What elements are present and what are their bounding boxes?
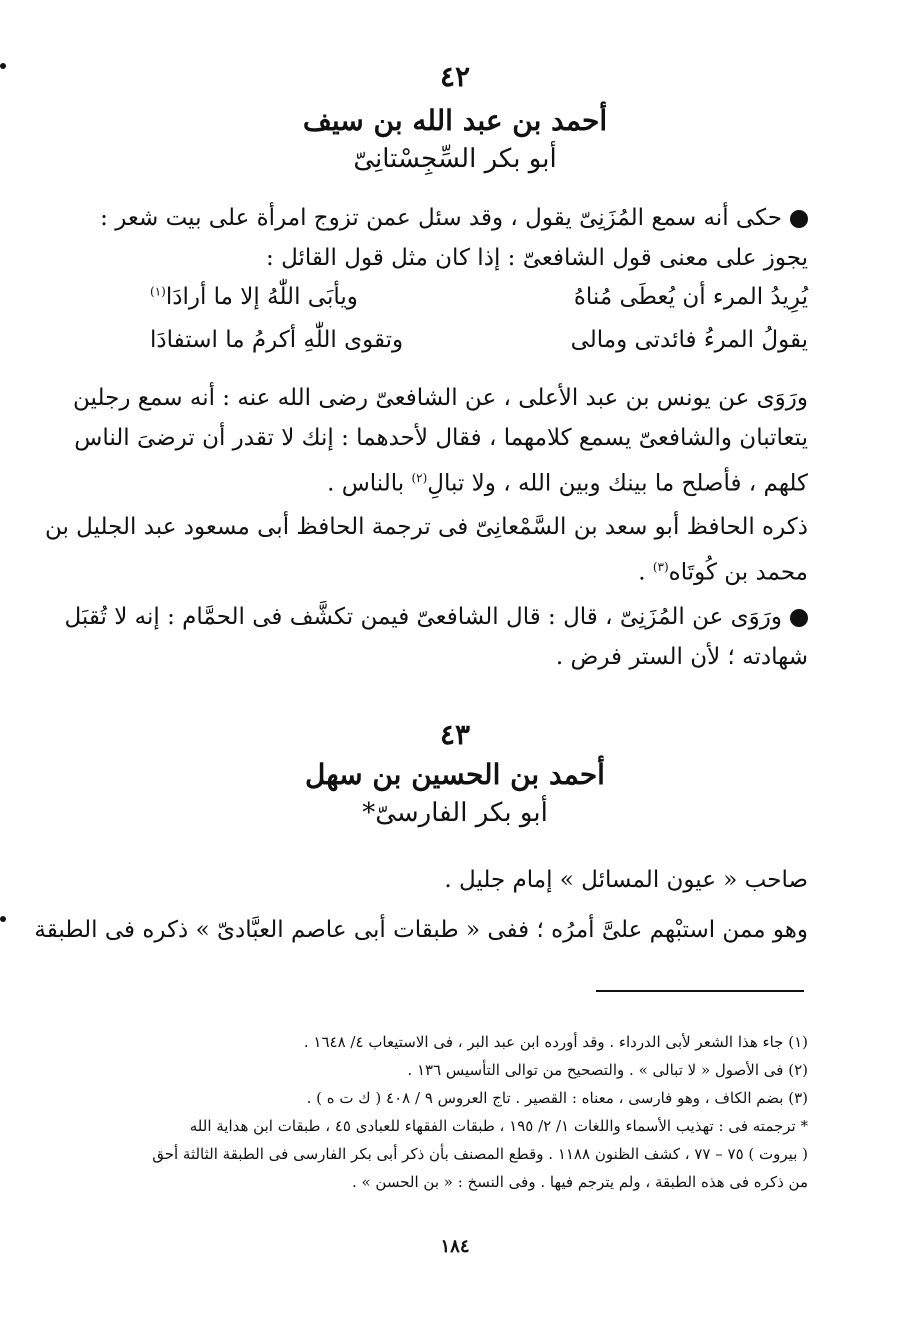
paragraph-line: يتعاتبان والشافعىّ يسمع كلامهما ، فقال لأحدهما : إنك لا تقدر أن ترضىَ الناس <box>74 425 808 451</box>
footnote: (١) جاء هذا الشعر لأبى الدرداء . وقد أورده ابن عبد البر ، فى الاستيعاب ٤/ ١٦٤٨ . <box>303 1033 808 1051</box>
paragraph <box>44 507 808 593</box>
paragraph-line-end: بالناس . <box>327 470 412 497</box>
entry-kunya: أبو بكر السِّجِسْتانِىّ <box>353 144 557 174</box>
paragraph <box>86 198 808 278</box>
paragraph-line: وهو ممن استبْهم علىَّ أمرُه ؛ ففى « طبقات أبى عاصم العبَّادىّ » ذكره فى الطبقة <box>34 917 808 943</box>
kunya-text: أبو بكر الفارسىّ <box>375 798 548 828</box>
paragraph-line: ورَوَى عن المُزَنِىّ ، قال : قال الشافعىّ فيمن تكشَّف فى الحمَّام : إنه لا تُقبَل <box>64 604 782 630</box>
paragraph <box>86 860 808 900</box>
bullet-icon <box>790 210 808 228</box>
paragraph-line: كلهم ، فأصلح ما بينك وبين الله ، ولا تبالِ <box>427 470 808 497</box>
footnote: * ترجمته فى : تهذيب الأسماء واللغات ١/ ٢/ ١٩٥ ، طبقات الفقهاء للعبادى ٤٥ ، طبقات ابن هداية الله <box>189 1117 808 1135</box>
verse-line <box>150 327 808 367</box>
paragraph-line-end: . <box>638 559 653 586</box>
entry-kunya <box>0 798 910 828</box>
footnote: (٢) فى الأصول « لا تبالى » . والتصحيح من توالى التأسيس ١٣٦ . <box>407 1061 808 1079</box>
verse-hemistich: وتقوى اللّٰهِ أكرمُ ما استفادَا <box>150 327 404 353</box>
verse-hemistich: يقولُ المرءُ فائدتى ومالى <box>570 327 808 353</box>
paragraph <box>34 910 808 950</box>
footnote: (٣) بضم الكاف ، وهو فارسى ، معناه : القصير . تاج العروس ٩ / ٤٠٨ ( ك ت ه ) . <box>306 1089 808 1107</box>
footnote-ref: (٣) <box>652 560 669 574</box>
footnote-separator <box>596 990 804 992</box>
paragraph-line: يجوز على معنى قول الشافعىّ : إذا كان مثل قول القائل : <box>266 245 808 271</box>
entry-title: أحمد بن الحسين بن سهل <box>305 758 605 791</box>
footnote: ( بيروت ) ٧٥ – ٧٧ ، كشف الظنون ١١٨٨ . وقطع المصنف بأن ذكر أبى بكر الفارسى فى الطبقة الثالثة أحق <box>152 1145 808 1163</box>
bullet-icon <box>790 609 808 627</box>
verse-hemistich: ويأبَى اللّٰهُ إلا ما أرادَا <box>165 284 358 310</box>
footnotes <box>86 1028 808 1196</box>
verse-line <box>140 284 808 324</box>
entry-number: ٤٢ <box>439 60 471 93</box>
paragraph-line: محمد بن كُوتَاه <box>668 559 808 586</box>
footnote-asterisk: * <box>362 798 376 828</box>
footnote: من ذكره فى هذه الطبقة ، ولم يترجم فيها . وفى النسخ : « بن الحسن » . <box>351 1173 808 1191</box>
paragraph-line: شهادته ؛ لأن الستر فرض . <box>555 644 808 670</box>
footnote-ref: (٢) <box>411 471 428 485</box>
page-number: ١٨٤ <box>440 1236 470 1257</box>
paragraph <box>64 597 808 677</box>
verse-hemistich: يُرِيدُ المرء أن يُعطَى مُناهُ <box>573 284 808 310</box>
margin-mark <box>0 916 6 922</box>
paragraph-line: ورَوَى عن يونس بن عبد الأعلى ، عن الشافعىّ رضى الله عنه : أنه سمع رجلين <box>73 385 808 411</box>
paragraph-line: ذكره الحافظ أبو سعد بن السَّمْعانِىّ فى ترجمة الحافظ أبى مسعود عبد الجليل بن <box>44 514 808 540</box>
entry-title: أحمد بن عبد الله بن سيف <box>302 104 608 137</box>
entry-number: ٤٣ <box>439 718 471 751</box>
paragraph-line: صاحب « عيون المسائل » إمام جليل . <box>444 867 808 893</box>
paragraph-line: حكى أنه سمع المُزَنِىّ يقول ، وقد سئل عمن تزوج امرأة على بيت شعر : <box>100 205 782 231</box>
footnote-ref: (١) <box>150 284 166 299</box>
paragraph <box>73 378 808 504</box>
